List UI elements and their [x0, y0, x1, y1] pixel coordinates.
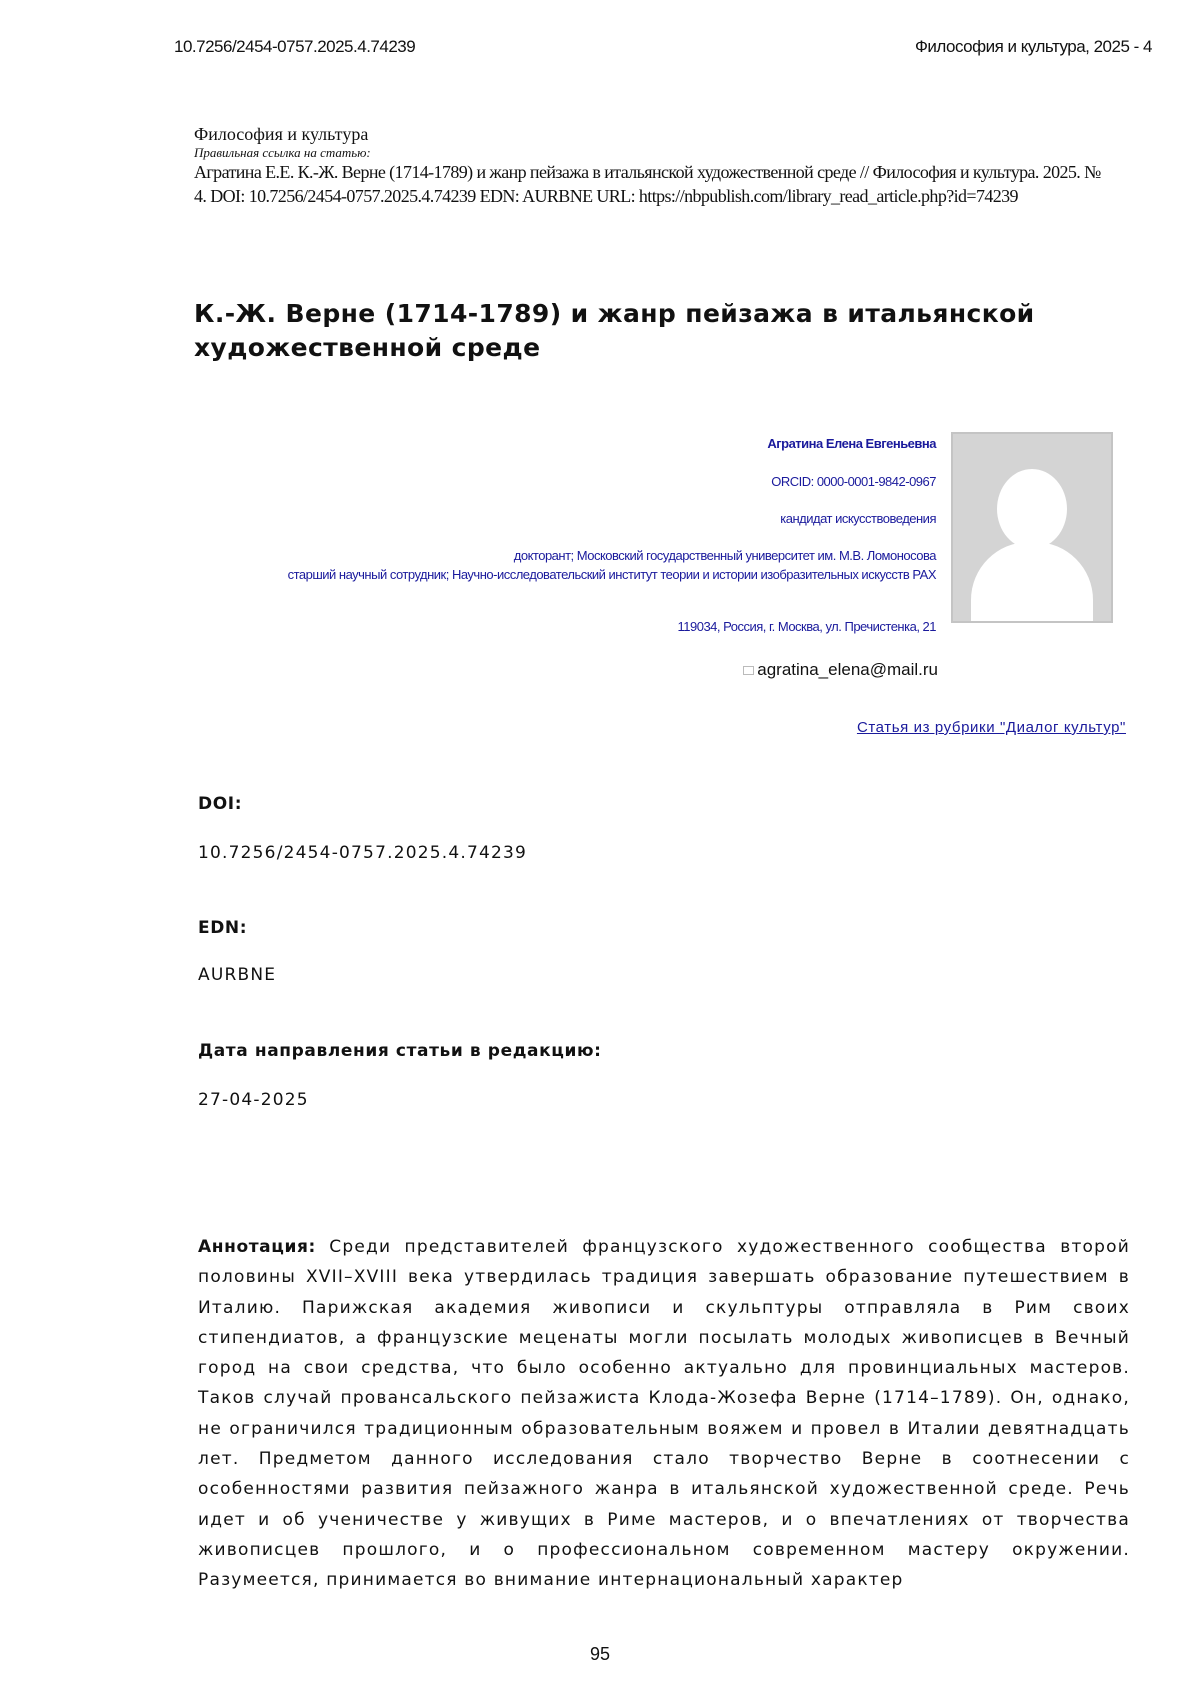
author-photo-placeholder [951, 432, 1113, 623]
abstract-text: Среди представителей французского художественного сообщества второй половины XVII–XVIII века утвердилась традиция завершать образование путешествием в Италию. Парижская академия живописи и скульптуры отправляла в Рим своих стипендиатов, а французские меценаты могли посылать молодых живописцев в Вечный город на свои средства, что было особенно актуально для провинциальных мастеров. Таков случай провансальского пейзажиста Клода-Жозефа Верне (1714–1789). Он, однако, не ограничился традиционным образовательным вояжем и провел в Италии девятнадцать лет. Предметом данного исследования стало творчество Верне в соотнесении с особенностями развития пейзажного жанра в итальянской художественной среде. Речь идет и об ученичестве у живущих в Риме мастеров, и о впечатлениях от творчества живописцев прошлого, и о профессиональном современном мастеру окружении. Разумеется, принимается во внимание интернациональный характер [198, 1237, 1130, 1591]
author-orcid: ORCID: 0000-0001-9842-0967 [771, 474, 936, 489]
abstract-paragraph [198, 1232, 1130, 1596]
running-header-journal-issue: Философия и культура, 2025 - 4 [915, 37, 1152, 56]
page-number: 95 [589, 1644, 611, 1664]
abstract-label: Аннотация: [198, 1237, 316, 1257]
edn-value: AURBNE [198, 965, 277, 985]
citation-block [194, 124, 1114, 208]
author-degree: кандидат искусствоведения [780, 511, 936, 526]
author-affiliation-secondary: старший научный сотрудник; Научно-исследовательский институт теории и истории изобразительных искусств РАХ [287, 567, 936, 582]
author-affiliation-primary: докторант; Московский государственный университет им. М.В. Ломоносова [513, 548, 936, 563]
edn-label: EDN: [198, 918, 248, 938]
doi-value: 10.7256/2454-0757.2025.4.74239 [198, 843, 528, 863]
citation-text: Агратина Е.Е. К.-Ж. Верне (1714-1789) и жанр пейзажа в итальянской художественной среде // Философия и культура. 2025. № 4. DOI: 10.7256/2454-0757.2025.4.74239 EDN: AURBNE URL: https://nbpublish.com/library_read_article.php?id=74239 [194, 162, 1101, 206]
author-address: 119034, Россия, г. Москва, ул. Пречистенка, 21 [677, 619, 936, 634]
author-email-row [743, 660, 938, 680]
citation-label: Правильная ссылка на статью: [194, 145, 371, 160]
article-title: К.-Ж. Верне (1714-1789) и жанр пейзажа в итальянской художественной среде [194, 299, 1035, 362]
running-header-doi: 10.7256/2454-0757.2025.4.74239 [174, 37, 416, 56]
avatar-body-silhouette [971, 542, 1093, 623]
submission-date-value: 27-04-2025 [198, 1090, 309, 1110]
doi-label: DOI: [198, 794, 243, 814]
author-email: agratina_elena@mail.ru [757, 660, 938, 679]
mail-icon [743, 666, 754, 675]
author-name: Агратина Елена Евгеньевна [767, 436, 936, 451]
citation-journal-name: Философия и культура [194, 124, 369, 144]
rubric-link[interactable]: Статья из рубрики "Диалог культур" [856, 719, 1126, 736]
submission-date-label: Дата направления статьи в редакцию: [198, 1041, 602, 1061]
avatar-head-silhouette [997, 469, 1067, 549]
